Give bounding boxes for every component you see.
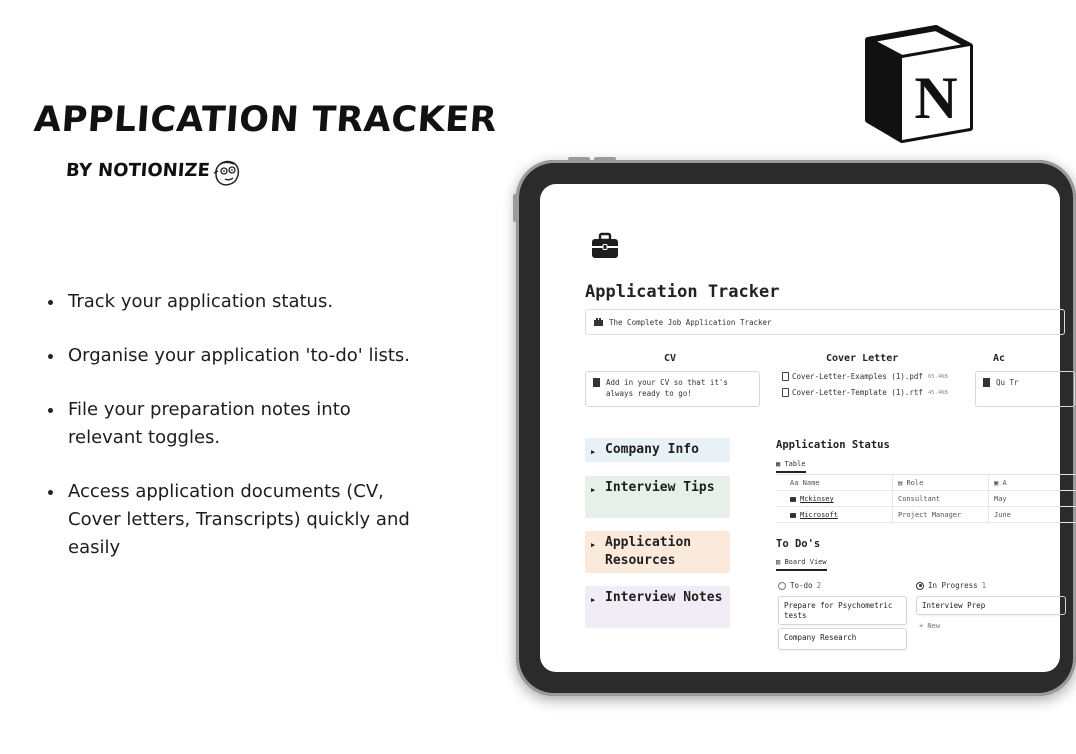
table-cell bbox=[776, 491, 893, 506]
calendar-icon: ▣ bbox=[994, 479, 1003, 487]
role-icon: ▤ bbox=[898, 479, 907, 487]
view-tab-label: Board View bbox=[784, 558, 827, 566]
row-name[interactable]: Microsoft bbox=[800, 511, 838, 519]
file-attachment[interactable] bbox=[782, 372, 948, 381]
group-label: In Progress bbox=[928, 581, 978, 590]
column-header[interactable]: Aa Name bbox=[776, 475, 893, 490]
column-header-label: Role bbox=[906, 479, 924, 487]
board-card[interactable]: Prepare for Psychometric tests bbox=[778, 596, 907, 625]
toggle-arrow-icon: ▶ bbox=[591, 596, 596, 604]
tablet-screen bbox=[540, 184, 1060, 672]
mascot-face-icon bbox=[210, 157, 242, 189]
feature-item: File your preparation notes into relevant toggles. bbox=[46, 396, 426, 452]
notion-logo-icon bbox=[862, 24, 976, 142]
tablet-frame bbox=[516, 160, 1076, 696]
column-header[interactable] bbox=[893, 475, 989, 490]
page-title: Application Tracker bbox=[585, 282, 780, 302]
toggle-interview-notes[interactable] bbox=[585, 586, 730, 628]
toggle-arrow-icon: ▶ bbox=[591, 541, 596, 549]
feature-item: Organise your application 'to-do' lists. bbox=[46, 342, 426, 370]
file-size: 65.4KB bbox=[927, 373, 948, 380]
cover-letter-heading: Cover Letter bbox=[826, 353, 899, 364]
toggle-arrow-icon: ▶ bbox=[591, 448, 596, 456]
callout-icon bbox=[594, 318, 603, 326]
briefcase-icon bbox=[790, 513, 796, 518]
toggle-application-resources[interactable] bbox=[585, 531, 730, 573]
view-tab-label: Table bbox=[784, 460, 806, 468]
feature-list bbox=[46, 288, 426, 588]
notion-logo-letter: N bbox=[914, 65, 958, 131]
file-icon bbox=[782, 388, 789, 397]
group-count: 2 bbox=[816, 581, 822, 590]
table-header-row bbox=[776, 475, 1076, 491]
application-status-title: Application Status bbox=[776, 439, 890, 451]
toggle-label: Company Info bbox=[605, 442, 699, 457]
new-card-button[interactable]: + New bbox=[919, 622, 941, 630]
toggle-label: Application Resources bbox=[605, 535, 692, 568]
table-icon: ▦ bbox=[776, 460, 785, 468]
hero-title: APPLICATION TRACKER bbox=[32, 100, 499, 140]
feature-item: Access application documents (CV, Cover letters, Transcripts) quickly and easily bbox=[46, 478, 426, 562]
cv-note[interactable] bbox=[585, 371, 760, 407]
feature-item: Track your application status. bbox=[46, 288, 426, 316]
toggle-company-info[interactable] bbox=[585, 438, 730, 462]
in-progress-status-icon bbox=[916, 582, 924, 590]
column-header-label: A bbox=[1002, 479, 1007, 487]
academics-heading: Ac bbox=[993, 353, 1006, 364]
briefcase-icon bbox=[790, 497, 796, 502]
table-view-tab[interactable] bbox=[776, 460, 806, 473]
cv-note-text: Add in your CV so that it's always ready to go! bbox=[606, 378, 728, 398]
board-card[interactable]: Interview Prep bbox=[916, 596, 1066, 615]
document-icon bbox=[983, 378, 990, 387]
todo-status-icon bbox=[778, 582, 786, 590]
board-card[interactable]: Company Research bbox=[778, 628, 907, 650]
toggle-arrow-icon: ▶ bbox=[591, 486, 596, 494]
file-name: Cover-Letter-Examples (1).pdf bbox=[792, 372, 923, 381]
briefcase-icon bbox=[590, 232, 620, 260]
toggle-label: Interview Tips bbox=[605, 480, 715, 495]
file-attachment[interactable] bbox=[782, 388, 948, 397]
board-group-in-progress[interactable] bbox=[916, 581, 986, 590]
table-cell: Consultant bbox=[893, 491, 989, 506]
table-cell: Project Manager bbox=[893, 507, 989, 522]
row-name[interactable]: Mckinsey bbox=[800, 495, 834, 503]
toggle-interview-tips[interactable] bbox=[585, 476, 730, 518]
table-row[interactable] bbox=[776, 507, 1076, 523]
file-name: Cover-Letter-Template (1).rtf bbox=[792, 388, 923, 397]
board-group-todo[interactable] bbox=[778, 581, 821, 590]
group-count: 1 bbox=[981, 581, 987, 590]
file-size: 45.4KB bbox=[927, 389, 948, 396]
todos-title: To Do's bbox=[776, 538, 821, 550]
table-cell: June bbox=[994, 511, 1011, 519]
file-icon bbox=[782, 372, 789, 381]
board-view-tab[interactable] bbox=[776, 558, 827, 571]
table-cell bbox=[776, 507, 893, 522]
page-callout[interactable] bbox=[585, 309, 1065, 335]
table-cell: May bbox=[994, 495, 1007, 503]
application-table bbox=[776, 474, 1076, 523]
column-header[interactable] bbox=[989, 475, 1076, 490]
academics-note[interactable] bbox=[975, 371, 1075, 407]
academics-note-text: Qu Tr bbox=[996, 378, 1019, 387]
callout-text: The Complete Job Application Tracker bbox=[609, 317, 772, 327]
board-icon: ▥ bbox=[776, 558, 785, 566]
table-row[interactable] bbox=[776, 491, 1076, 507]
document-icon bbox=[593, 378, 600, 387]
toggle-label: Interview Notes bbox=[605, 590, 723, 605]
group-label: To-do bbox=[790, 581, 813, 590]
cv-heading: CV bbox=[664, 353, 677, 364]
hero-subtitle: BY NOTIONIZE bbox=[65, 160, 211, 181]
